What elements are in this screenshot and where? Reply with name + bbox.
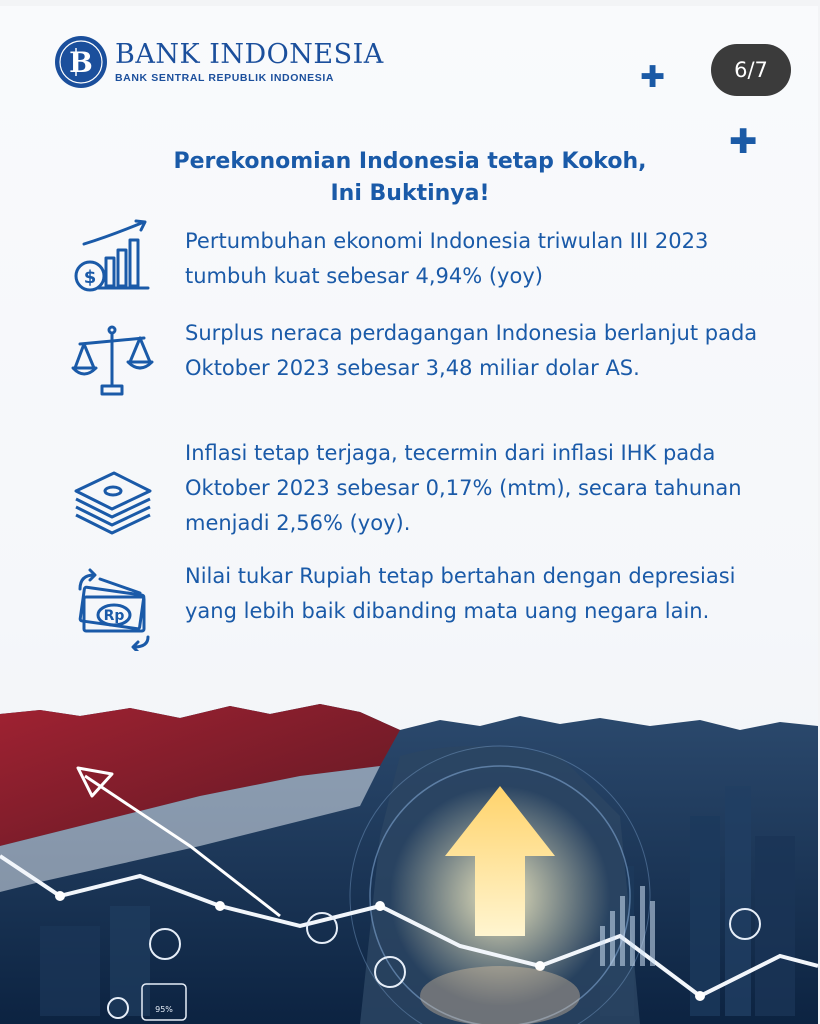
money-stack-icon xyxy=(70,455,154,539)
logo-glyph: B xyxy=(69,46,93,79)
headline xyxy=(110,146,710,210)
balance-scale-icon xyxy=(70,320,154,404)
plus-decoration-icon: ✚ xyxy=(640,60,666,95)
growth-chart-icon xyxy=(70,216,154,300)
brand-subtitle: BANK SENTRAL REPUBLIK INDONESIA xyxy=(115,72,335,84)
brand-name: BANK INDONESIA xyxy=(115,39,384,70)
page-indicator: 6/7 xyxy=(711,44,791,96)
slide xyxy=(0,6,818,1024)
item-text: Pertumbuhan ekonomi Indonesia triwulan III 2023 tumbuh kuat sebesar 4,94% (yoy) xyxy=(185,229,709,288)
item-text: Surplus neraca perdagangan Indonesia berlanjut pada Oktober 2023 sebesar 3,48 miliar dolar AS. xyxy=(185,321,758,380)
item-text: Nilai tukar Rupiah tetap bertahan dengan depresiasi yang lebih baik dibanding mata uang negara lain. xyxy=(185,564,736,623)
economy-growth-illustration xyxy=(0,696,818,1024)
rupiah-glyph: Rp xyxy=(103,608,125,624)
item-text: Inflasi tetap terjaga, tecermin dari inflasi IHK pada Oktober 2023 sebesar 0,17% (mtm), secara tahunan menjadi 2,56% (yoy). xyxy=(185,441,742,535)
headline-line-2: Ini Buktinya! xyxy=(330,181,490,206)
svg-text:$: $ xyxy=(83,267,97,288)
bi-emblem-icon xyxy=(55,36,107,88)
plus-decoration-icon: ✚ xyxy=(729,122,758,162)
rupiah-exchange-icon xyxy=(70,567,154,651)
bank-indonesia-logo xyxy=(55,36,384,88)
percent-label: 95% xyxy=(155,1005,173,1014)
headline-line-1: Perekonomian Indonesia tetap Kokoh, xyxy=(173,149,647,174)
